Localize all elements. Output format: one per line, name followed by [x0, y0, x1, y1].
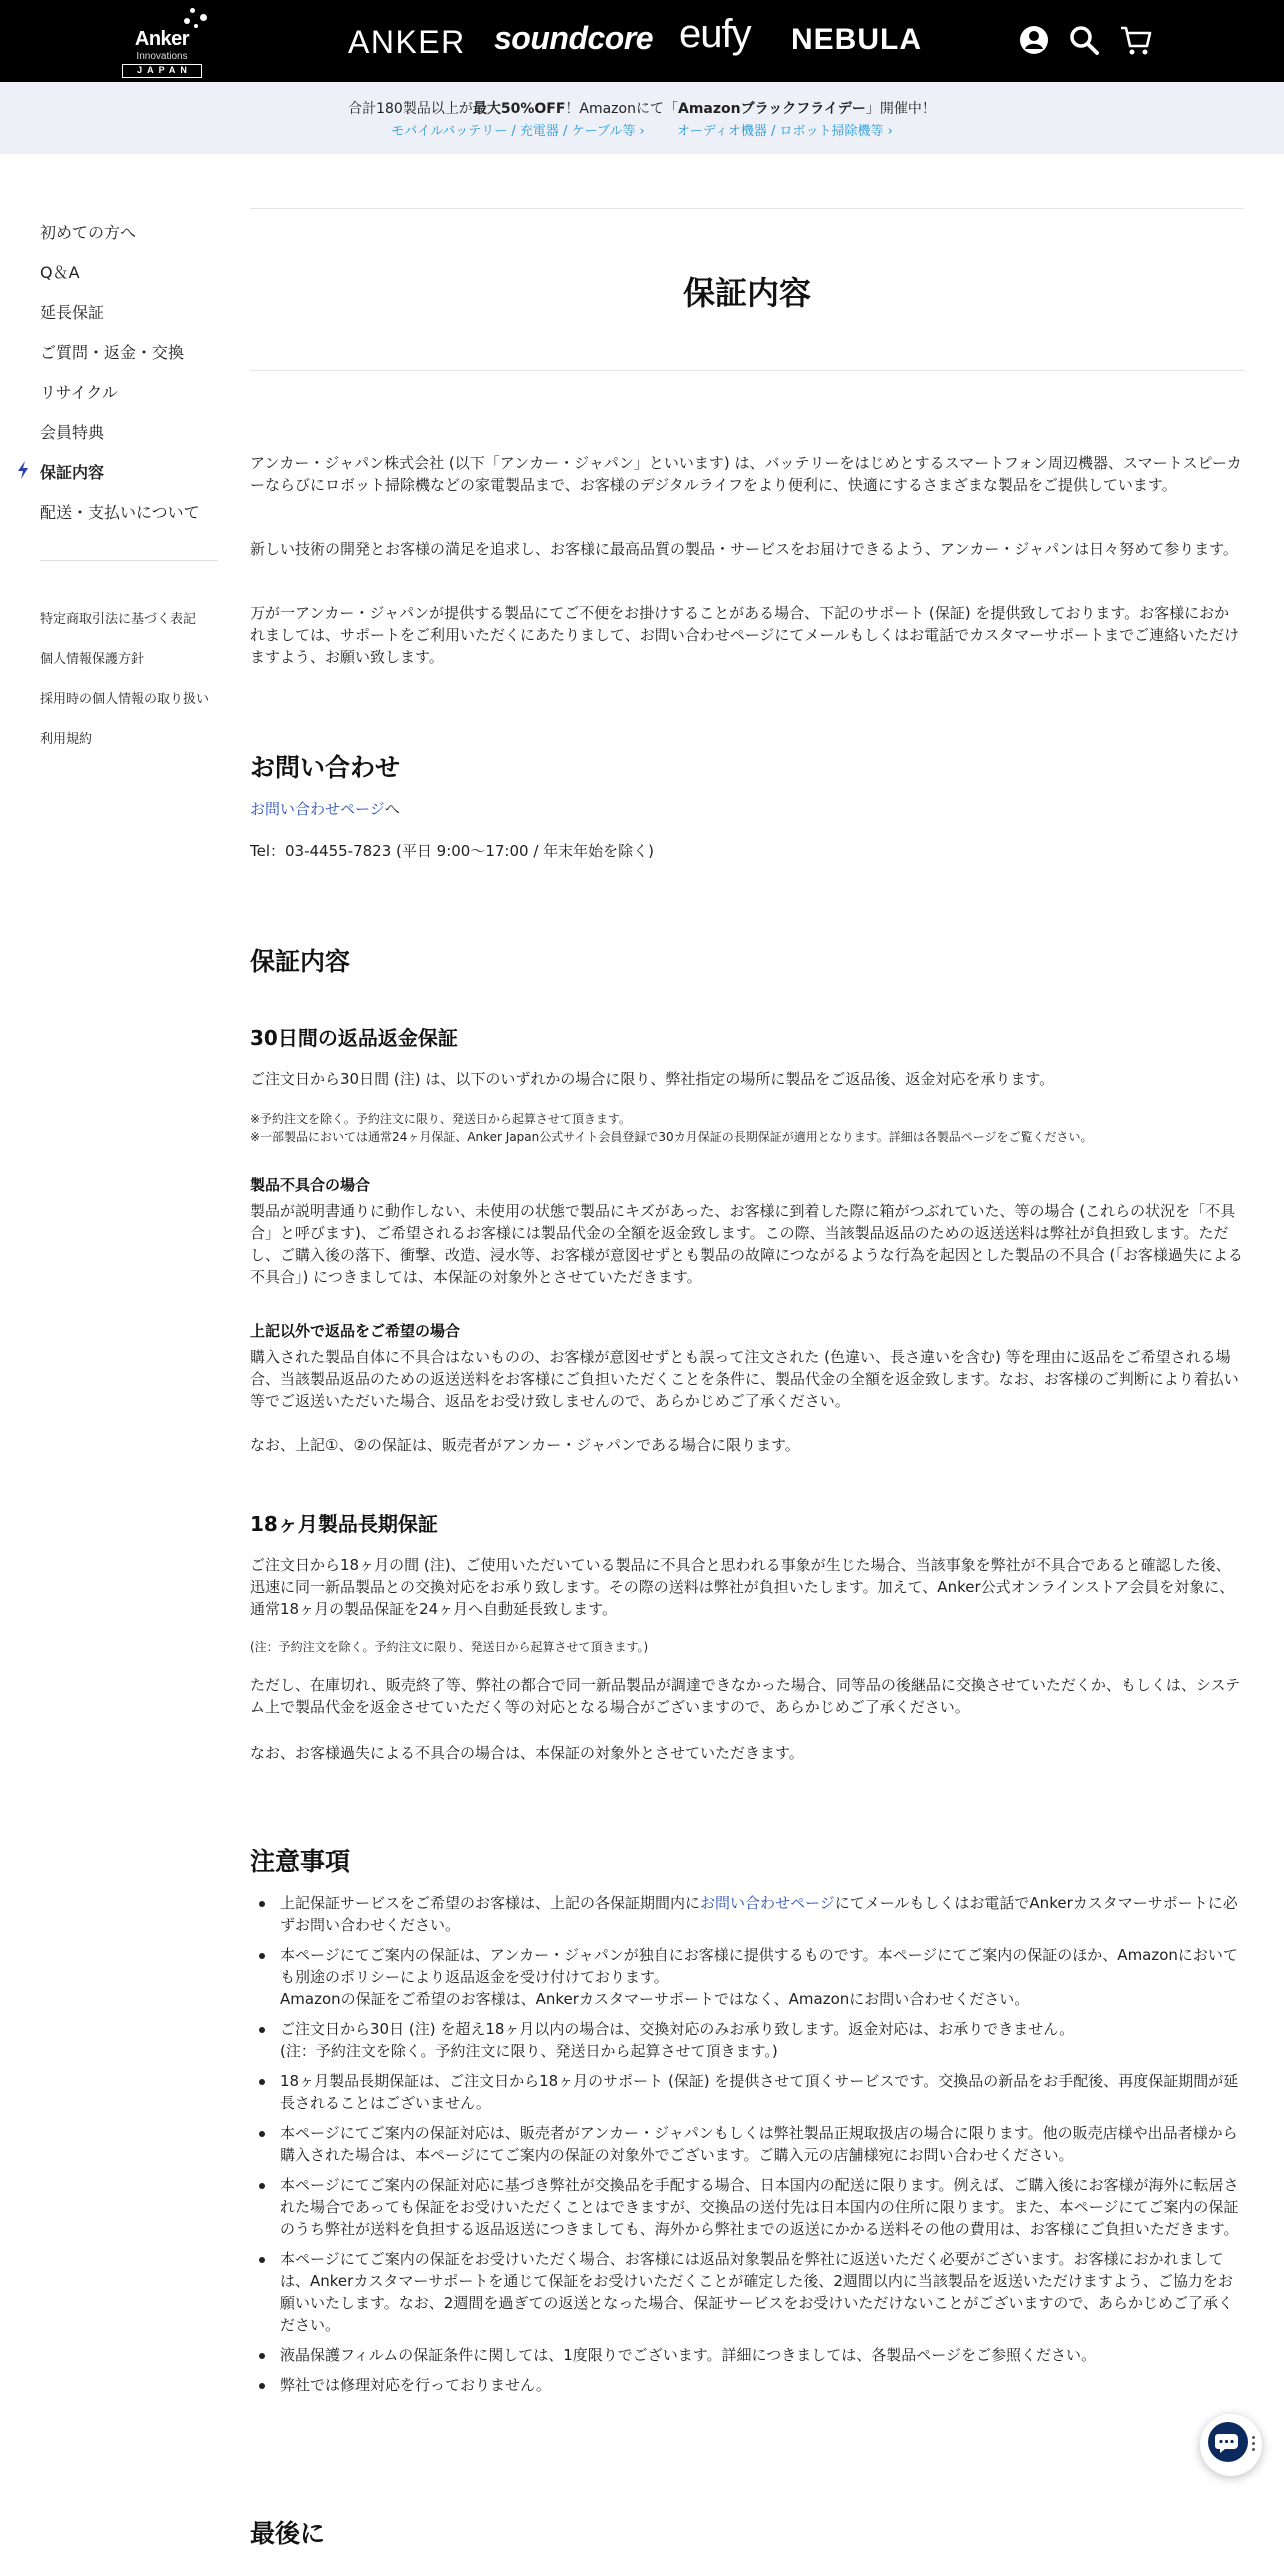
- intro-paragraph-3: 万が一アンカー・ジャパンが提供する製品にてご不便をお掛けすることがある場合、下記のサポート (保証) を提供致しております。お客様におかれましては、サポートをご利用いただくにあたりまして、お問い合わせページにてメールもしくはお電話でカスタマーサポートまでご連絡いただけますよう、お願い致します。: [250, 604, 1240, 666]
- page-title: 保証内容: [682, 274, 811, 312]
- promo-link-audio[interactable]: オーディオ機器 / ロボット掃除機等 ›: [676, 124, 893, 139]
- promo-links: [0, 120, 1284, 139]
- warranty-18month-body-2: ただし、在庫切れ、販売終了等、弊社の都合で同一新品製品が調達できなかった場合、同等品の後継品に交換させていただくか、もしくは、システム上で製品代金を返金させていただく等の対応となる場合がございますので、あらかじめご了承ください。: [250, 1676, 1241, 1716]
- search-icon[interactable]: [1066, 22, 1102, 58]
- list-item: 本ページにてご案内の保証をお受けいただく場合、お客様には返品対象製品を弊社に返送いただく必要がございます。お客様におかれましては、Ankerカスタマーサポートを通じて保証をお受けいただくことが確定した後、2週間以内に当該製品を返送いただけますよう、ご協力をお願いいたします。なお、2週間を過ぎての返送となった場合、保証サービスをお受けいただけないことがございますので、あらかじめご了承ください。: [250, 2248, 1244, 2336]
- account-icon[interactable]: [1016, 22, 1052, 58]
- contact-heading: お問い合わせ: [250, 753, 401, 782]
- sidebar-divider: [40, 560, 218, 561]
- contact-link-line: お問い合わせページへ: [250, 800, 400, 818]
- list-item: 液晶保護フィルムの保証条件に関しては、1度限りでございます。詳細につきましては、各製品ページをご参照ください。: [250, 2344, 1244, 2366]
- list-item: ご注文日から30日 (注) を超え18ヶ月以内の場合は、交換対応のみお承り致します。返金対応は、お承りできません。 (注：予約注文を除く。予約注文に限り、発送日から起算させて頂きます。): [250, 2018, 1244, 2062]
- intro-paragraph-2: 新しい技術の開発とお客様の満足を追求し、お客様に最高品質の製品・サービスをお届けできるよう、アンカー・ジャパンは日々努めて参ります。: [250, 540, 1238, 558]
- list-item: 弊社では修理対応を行っておりません。: [250, 2374, 1244, 2396]
- sidebar-sub-tokushoho[interactable]: 特定商取引法に基づく表記: [40, 612, 197, 627]
- notes-heading: 注意事項: [250, 1847, 351, 1876]
- chat-more-icon: [1252, 2436, 1256, 2454]
- warranty-18month-body-3: なお、お客様過失による不具合の場合は、本保証の対象外とさせていただきます。: [250, 1744, 804, 1762]
- sidebar-item-qa[interactable]: Q＆A: [40, 263, 80, 282]
- sidebar-item-warranty[interactable]: [40, 460, 104, 483]
- top-navigation: [0, 0, 1284, 82]
- brand-eufy-link[interactable]: eufy: [679, 12, 751, 56]
- chat-icon: [1208, 2422, 1248, 2462]
- final-heading: 最後に: [250, 2519, 326, 2548]
- warranty-30day-body: ご注文日から30日間 (注) は、以下のいずれかの場合に限り、弊社指定の場所に製品をご返品後、返金対応を承ります。: [250, 1070, 1055, 1088]
- seller-note: なお、上記①、②の保証は、販売者がアンカー・ジャパンである場合に限ります。: [250, 1436, 800, 1454]
- sidebar-item-returns[interactable]: ご質問・返金・交換: [40, 343, 185, 362]
- warranty-heading: 保証内容: [250, 947, 351, 976]
- sidebar-item-shipping-payment[interactable]: 配送・支払いについて: [40, 503, 200, 522]
- intro-paragraph-1: アンカー・ジャパン株式会社 (以下「アンカー・ジャパン」といいます) は、バッテリーをはじめとするスマートフォン周辺機器、スマートスピーカーならびにロボット掃除機などの家電製品まで、お客様のデジタルライフをより便利に、快適にするさまざまな製品をご提供しています。: [250, 454, 1242, 494]
- chat-support-button[interactable]: [1200, 2414, 1262, 2476]
- anker-innovations-logo[interactable]: [118, 6, 206, 76]
- sidebar-sub-privacy[interactable]: 個人情報保護方針: [40, 652, 145, 667]
- sidebar-item-recycle[interactable]: リサイクル: [40, 383, 118, 402]
- list-item: 本ページにてご案内の保証対応は、販売者がアンカー・ジャパンもしくは弊社製品正規取扱店の場合に限ります。他の販売店様や出品者様から購入された場合は、本ページにてご案内の保証の対象外でございます。ご購入元の店舗様宛にお問い合わせください。: [250, 2122, 1244, 2166]
- list-item: 本ページにてご案内の保証は、アンカー・ジャパンが独自にお客様に提供するものです。本ページにてご案内の保証のほか、Amazonにおいても別途のポリシーにより返品返金を受け付けております。 Amazonの保証をご希望のお客様は、Ankerカスタマーサポートではなく、Amazonにお問い合わせください。: [250, 1944, 1244, 2010]
- lightning-icon: [16, 461, 30, 479]
- logo-word: Anker: [134, 28, 190, 50]
- list-item: 上記保証サービスをご希望のお客様は、上記の各保証期間内にお問い合わせページにてメールもしくはお電話でAnkerカスタマーサポートに必ずお問い合わせください。: [250, 1892, 1244, 1936]
- other-return-title: 上記以外で返品をご希望の場合: [250, 1322, 461, 1340]
- logo-subword: Innovations: [136, 51, 188, 62]
- warranty-18month-body: ご注文日から18ヶ月の間 (注)、ご使用いただいている製品に不具合と思われる事象が生じた場合、当該事象を弊社が不具合であると確認した後、迅速に同一新品製品との交換対応をお承り致します。その際の送料は弊社が負担いたします。加えて、Anker公式オンラインストア会員を対象に、通常18ヶ月の製品保証を24ヶ月へ自動延長致します。: [250, 1556, 1235, 1618]
- list-item: 本ページにてご案内の保証対応に基づき弊社が交換品を手配する場合、日本国内の配送に限ります。例えば、ご購入後にお客様が海外に転居された場合であっても保証をお受けいただくことはできますが、交換品の送付先は日本国内の住所に限ります。また、本ページにてご案内の保証のうち弊社が送料を負担する返品返送につきましても、海外から弊社までの返送にかかる送料その他の費用は、お客様にご負担いただきます。: [250, 2174, 1244, 2240]
- title-bottom-divider: [250, 370, 1244, 371]
- defect-case-body: 製品が説明書通りに動作しない、未使用の状態で製品にキズがあった、お客様に到着した際に箱がつぶれていた、等の場合 (これらの状況を「不具合」と呼びます)、ご希望されるお客様には製品代金の全額を返金致します。この際、当該製品返品のための返送送料は弊社が負担致します。ただし、ご購入後の落下、衝撃、改造、浸水等、お客様が意図せずとも製品の故障につながるような行為を起因とした製品の不具合 (「お客様過失による不具合」) につきましては、本保証の対象外とさせていただきます。: [250, 1202, 1243, 1286]
- brand-nebula-link[interactable]: NEBULA: [791, 23, 922, 56]
- warranty-18month-title: 18ヶ月製品長期保証: [250, 1512, 438, 1536]
- contact-page-link[interactable]: お問い合わせページ: [250, 800, 385, 818]
- sidebar-item-extended-warranty[interactable]: 延長保証: [40, 303, 105, 322]
- logo-japan-badge: JAPAN: [122, 64, 202, 78]
- brand-anker-link[interactable]: ANKER: [348, 24, 466, 60]
- title-top-divider: [250, 208, 1244, 209]
- other-return-body: 購入された製品自体に不具合はないものの、お客様が意図せずとも誤って注文された (色違い、長さ違いを含む) 等を理由に返品をご希望される場合、当該製品返品のための返送送料をお客様にご負担いただくことを条件に、製品代金の全額を返金致します。なお、お客様のご判断により着払い等でご返送いただいた場合、返品をお受け致しませんので、あらかじめご了承ください。: [250, 1348, 1239, 1410]
- contact-tel: Tel：03-4455-7823 (平日 9:00〜17:00 / 年末年始を除く): [250, 842, 655, 860]
- warranty-30day-note-1: ※予約注文を除く。予約注文に限り、発送日から起算させて頂きます。: [250, 1112, 631, 1126]
- promo-banner: [0, 82, 1284, 154]
- warranty-18month-note: (注：予約注文を除く。予約注文に限り、発送日から起算させて頂きます。): [250, 1640, 649, 1654]
- cart-icon[interactable]: [1118, 22, 1154, 58]
- sidebar-item-member-benefits[interactable]: 会員特典: [40, 423, 105, 442]
- list-item: 18ヶ月製品長期保証は、ご注文日から18ヶ月のサポート (保証) を提供させて頂くサービスです。交換品の新品をお手配後、再度保証期間が延長されることはございません。: [250, 2070, 1244, 2114]
- notes-list: [250, 1892, 1244, 2404]
- sidebar-item-label: 保証内容: [40, 463, 105, 482]
- warranty-30day-note-2: ※一部製品においては通常24ヶ月保証、Anker Japan公式サイト会員登録で30カ月保証の長期保証が適用となります。詳細は各製品ページをご覧ください。: [250, 1130, 1093, 1144]
- warranty-30day-title: 30日間の返品返金保証: [250, 1026, 458, 1050]
- sidebar-sub-recruit-privacy[interactable]: 採用時の個人情報の取り扱い: [40, 692, 210, 707]
- promo-headline: 合計180製品以上が最大50%OFF！Amazonにて「Amazonブラックフライデー」開催中！: [348, 101, 936, 117]
- promo-link-mobile-battery[interactable]: モバイルバッテリー / 充電器 / ケーブル等 ›: [391, 124, 645, 139]
- sidebar-item-first-time[interactable]: 初めての方へ: [40, 223, 137, 242]
- sidebar-sub-terms[interactable]: 利用規約: [40, 732, 93, 747]
- notes-contact-link[interactable]: お問い合わせページ: [700, 1894, 835, 1912]
- brand-soundcore-link[interactable]: soundcore: [494, 20, 654, 56]
- defect-case-title: 製品不具合の場合: [250, 1176, 371, 1194]
